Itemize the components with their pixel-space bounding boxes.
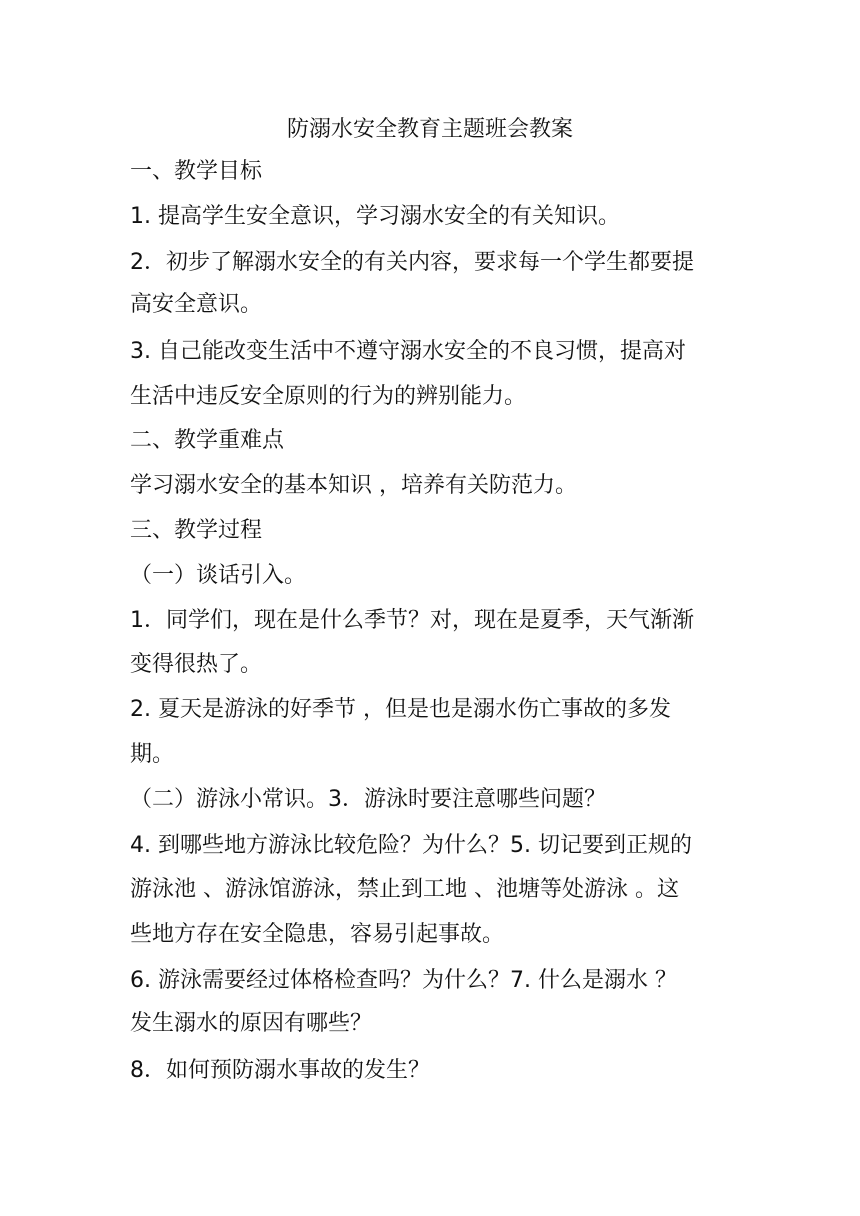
paragraph-line: 6. 游泳需要经过体格检查吗？为什么？7. 什么是溺水 ？ <box>130 968 677 993</box>
paragraph-line: 变得很热了。 <box>130 652 263 677</box>
paragraph-line: 发生溺水的原因有哪些？ <box>130 1011 373 1036</box>
paragraph-line: 些地方存在安全隐患，容易引起事故。 <box>130 922 505 947</box>
paragraph-line: 4. 到哪些地方游泳比较危险？为什么？5. 切记要到正规的 <box>130 833 692 858</box>
paragraph-line: 学习溺水安全的基本知识 ，培养有关防范力。 <box>130 473 577 498</box>
document-title: 防溺水安全教育主题班会教案 <box>286 117 573 142</box>
paragraph-line: 生活中违反安全原则的行为的辨别能力。 <box>130 384 527 409</box>
paragraph-line: 2. 夏天是游泳的好季节 ，但是也是溺水伤亡事故的多发 <box>130 697 671 722</box>
paragraph-line: 高安全意识。 <box>130 292 263 317</box>
paragraph-line: 游泳池 、游泳馆游泳，禁止到工地 、池塘等处游泳 。这 <box>130 877 679 902</box>
paragraph-line: 1．同学们，现在是什么季节？对，现在是夏季，天气渐渐 <box>130 608 694 633</box>
paragraph-line: 3. 自己能改变生活中不遵守溺水安全的不良习惯，提高对 <box>130 339 686 364</box>
paragraph-line: 8．如何预防溺水事故的发生？ <box>130 1058 430 1083</box>
paragraph-line: 1. 提高学生安全意识，学习溺水安全的有关知识。 <box>130 204 620 229</box>
heading-key-points: 二、教学重难点 <box>130 428 285 453</box>
subheading-swimming-tips: （二）游泳小常识。3．游泳时要注意哪些问题？ <box>130 787 606 812</box>
paragraph-line: 期。 <box>130 742 175 767</box>
subheading-intro: （一）谈话引入。 <box>130 563 307 588</box>
heading-teaching-process: 三、教学过程 <box>130 518 263 543</box>
paragraph-line: 2．初步了解溺水安全的有关内容，要求每一个学生都要提 <box>130 250 694 275</box>
heading-teaching-goals: 一、教学目标 <box>130 159 263 184</box>
